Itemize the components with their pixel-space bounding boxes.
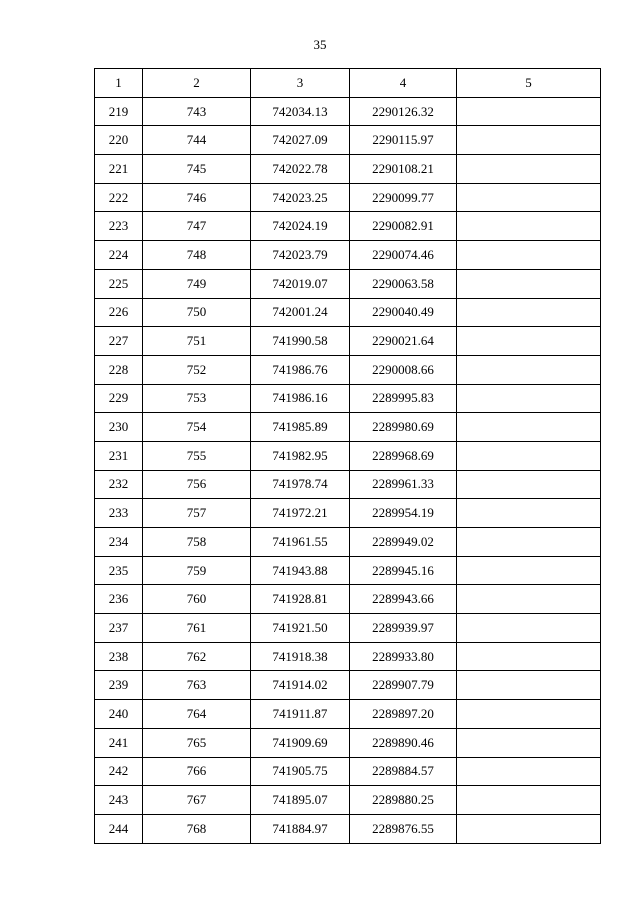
x-coordinate-cell: 741985.89: [251, 413, 350, 442]
y-coordinate-cell: 2290082.91: [350, 212, 457, 241]
table-row: [95, 786, 601, 815]
table-row: [95, 757, 601, 786]
x-coordinate-cell: 741982.95: [251, 441, 350, 470]
x-coordinate-cell: 741978.74: [251, 470, 350, 499]
note-cell: [457, 556, 601, 585]
x-coordinate-cell: 742034.13: [251, 97, 350, 126]
table-body: [95, 97, 601, 843]
row-number-cell: 243: [95, 786, 143, 815]
y-coordinate-cell: 2290099.77: [350, 183, 457, 212]
note-cell: [457, 327, 601, 356]
y-coordinate-cell: 2290126.32: [350, 97, 457, 126]
x-coordinate-cell: 741986.16: [251, 384, 350, 413]
note-cell: [457, 384, 601, 413]
x-coordinate-cell: 741909.69: [251, 728, 350, 757]
point-number-cell: 755: [143, 441, 251, 470]
row-number-cell: 235: [95, 556, 143, 585]
table-row: [95, 441, 601, 470]
x-coordinate-cell: 741914.02: [251, 671, 350, 700]
table-row: [95, 212, 601, 241]
row-number-cell: 231: [95, 441, 143, 470]
x-coordinate-cell: 741990.58: [251, 327, 350, 356]
note-cell: [457, 671, 601, 700]
note-cell: [457, 413, 601, 442]
x-coordinate-cell: 742001.24: [251, 298, 350, 327]
table-row: [95, 155, 601, 184]
x-coordinate-cell: 742023.79: [251, 241, 350, 270]
x-coordinate-cell: 742019.07: [251, 269, 350, 298]
row-number-cell: 224: [95, 241, 143, 270]
x-coordinate-cell: 741943.88: [251, 556, 350, 585]
point-number-cell: 749: [143, 269, 251, 298]
row-number-cell: 240: [95, 700, 143, 729]
row-number-cell: 226: [95, 298, 143, 327]
note-cell: [457, 212, 601, 241]
table-row: [95, 355, 601, 384]
row-number-cell: 242: [95, 757, 143, 786]
row-number-cell: 236: [95, 585, 143, 614]
x-coordinate-cell: 741895.07: [251, 786, 350, 815]
y-coordinate-cell: 2289968.69: [350, 441, 457, 470]
y-coordinate-cell: 2289954.19: [350, 499, 457, 528]
y-coordinate-cell: 2290074.46: [350, 241, 457, 270]
note-cell: [457, 728, 601, 757]
y-coordinate-cell: 2289933.80: [350, 642, 457, 671]
y-coordinate-cell: 2290040.49: [350, 298, 457, 327]
row-number-cell: 219: [95, 97, 143, 126]
table-row: [95, 700, 601, 729]
point-number-cell: 743: [143, 97, 251, 126]
point-number-cell: 744: [143, 126, 251, 155]
table-row: [95, 470, 601, 499]
x-coordinate-cell: 741884.97: [251, 814, 350, 843]
point-number-cell: 756: [143, 470, 251, 499]
point-number-cell: 753: [143, 384, 251, 413]
row-number-cell: 221: [95, 155, 143, 184]
point-number-cell: 754: [143, 413, 251, 442]
note-cell: [457, 614, 601, 643]
coordinates-table: [94, 68, 601, 844]
note-cell: [457, 585, 601, 614]
table-header: [95, 69, 601, 98]
point-number-cell: 759: [143, 556, 251, 585]
x-coordinate-cell: 741928.81: [251, 585, 350, 614]
note-cell: [457, 499, 601, 528]
note-cell: [457, 786, 601, 815]
note-cell: [457, 269, 601, 298]
x-coordinate-cell: 741905.75: [251, 757, 350, 786]
note-cell: [457, 642, 601, 671]
x-coordinate-cell: 741961.55: [251, 528, 350, 557]
table-row: [95, 298, 601, 327]
y-coordinate-cell: 2289884.57: [350, 757, 457, 786]
table-row: [95, 241, 601, 270]
table-row: [95, 528, 601, 557]
header-cell-1: 1: [95, 69, 143, 98]
table-row: [95, 642, 601, 671]
row-number-cell: 234: [95, 528, 143, 557]
point-number-cell: 760: [143, 585, 251, 614]
row-number-cell: 225: [95, 269, 143, 298]
y-coordinate-cell: 2289890.46: [350, 728, 457, 757]
table-row: [95, 671, 601, 700]
table-row: [95, 499, 601, 528]
point-number-cell: 767: [143, 786, 251, 815]
header-cell-4: 4: [350, 69, 457, 98]
row-number-cell: 228: [95, 355, 143, 384]
table-row: [95, 327, 601, 356]
note-cell: [457, 155, 601, 184]
row-number-cell: 223: [95, 212, 143, 241]
y-coordinate-cell: 2289980.69: [350, 413, 457, 442]
table-row: [95, 556, 601, 585]
x-coordinate-cell: 741972.21: [251, 499, 350, 528]
point-number-cell: 748: [143, 241, 251, 270]
table-row: [95, 814, 601, 843]
point-number-cell: 746: [143, 183, 251, 212]
point-number-cell: 763: [143, 671, 251, 700]
table-row: [95, 384, 601, 413]
x-coordinate-cell: 742023.25: [251, 183, 350, 212]
table-row: [95, 269, 601, 298]
note-cell: [457, 355, 601, 384]
row-number-cell: 238: [95, 642, 143, 671]
table-row: [95, 183, 601, 212]
row-number-cell: 220: [95, 126, 143, 155]
note-cell: [457, 528, 601, 557]
y-coordinate-cell: 2289939.97: [350, 614, 457, 643]
y-coordinate-cell: 2289945.16: [350, 556, 457, 585]
note-cell: [457, 441, 601, 470]
y-coordinate-cell: 2289961.33: [350, 470, 457, 499]
point-number-cell: 766: [143, 757, 251, 786]
x-coordinate-cell: 742022.78: [251, 155, 350, 184]
point-number-cell: 762: [143, 642, 251, 671]
row-number-cell: 239: [95, 671, 143, 700]
point-number-cell: 768: [143, 814, 251, 843]
table-row: [95, 728, 601, 757]
note-cell: [457, 814, 601, 843]
note-cell: [457, 183, 601, 212]
row-number-cell: 227: [95, 327, 143, 356]
table-row: [95, 413, 601, 442]
point-number-cell: 761: [143, 614, 251, 643]
x-coordinate-cell: 741911.87: [251, 700, 350, 729]
y-coordinate-cell: 2290063.58: [350, 269, 457, 298]
page-number: 35: [313, 37, 327, 52]
y-coordinate-cell: 2289897.20: [350, 700, 457, 729]
y-coordinate-cell: 2289880.25: [350, 786, 457, 815]
y-coordinate-cell: 2290108.21: [350, 155, 457, 184]
x-coordinate-cell: 741921.50: [251, 614, 350, 643]
row-number-cell: 229: [95, 384, 143, 413]
header-cell-3: 3: [251, 69, 350, 98]
y-coordinate-cell: 2289907.79: [350, 671, 457, 700]
header-cell-5: 5: [457, 69, 601, 98]
row-number-cell: 230: [95, 413, 143, 442]
header-cell-2: 2: [143, 69, 251, 98]
point-number-cell: 750: [143, 298, 251, 327]
point-number-cell: 765: [143, 728, 251, 757]
row-number-cell: 222: [95, 183, 143, 212]
point-number-cell: 758: [143, 528, 251, 557]
note-cell: [457, 126, 601, 155]
row-number-cell: 237: [95, 614, 143, 643]
y-coordinate-cell: 2289995.83: [350, 384, 457, 413]
table-row: [95, 97, 601, 126]
x-coordinate-cell: 741986.76: [251, 355, 350, 384]
y-coordinate-cell: 2289949.02: [350, 528, 457, 557]
note-cell: [457, 470, 601, 499]
note-cell: [457, 757, 601, 786]
row-number-cell: 233: [95, 499, 143, 528]
point-number-cell: 757: [143, 499, 251, 528]
row-number-cell: 232: [95, 470, 143, 499]
x-coordinate-cell: 742027.09: [251, 126, 350, 155]
table-row: [95, 585, 601, 614]
x-coordinate-cell: 741918.38: [251, 642, 350, 671]
point-number-cell: 745: [143, 155, 251, 184]
y-coordinate-cell: 2290115.97: [350, 126, 457, 155]
point-number-cell: 747: [143, 212, 251, 241]
x-coordinate-cell: 742024.19: [251, 212, 350, 241]
note-cell: [457, 298, 601, 327]
point-number-cell: 764: [143, 700, 251, 729]
note-cell: [457, 241, 601, 270]
note-cell: [457, 97, 601, 126]
row-number-cell: 241: [95, 728, 143, 757]
y-coordinate-cell: 2289943.66: [350, 585, 457, 614]
point-number-cell: 751: [143, 327, 251, 356]
note-cell: [457, 700, 601, 729]
row-number-cell: 244: [95, 814, 143, 843]
table-row: [95, 126, 601, 155]
table-row: [95, 614, 601, 643]
point-number-cell: 752: [143, 355, 251, 384]
y-coordinate-cell: 2289876.55: [350, 814, 457, 843]
y-coordinate-cell: 2290008.66: [350, 355, 457, 384]
header-row: [95, 69, 601, 98]
y-coordinate-cell: 2290021.64: [350, 327, 457, 356]
